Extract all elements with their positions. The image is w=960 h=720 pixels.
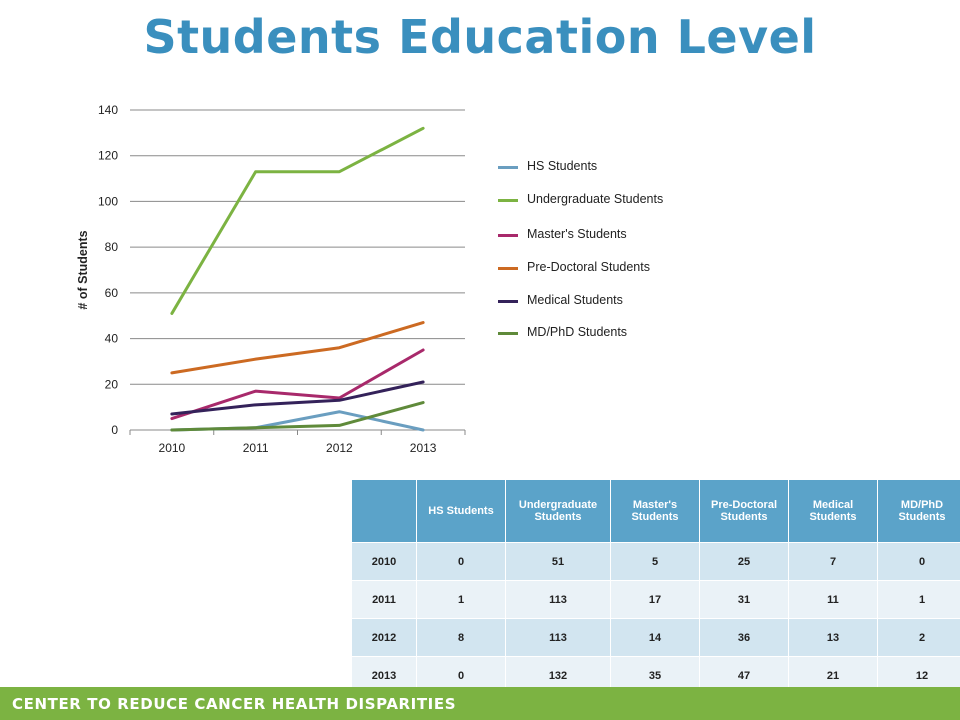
table-cell: 1 — [417, 581, 506, 619]
data-table — [352, 480, 960, 694]
table-body — [352, 543, 960, 695]
table-header-row — [352, 480, 960, 543]
table-cell: 51 — [506, 543, 611, 581]
table-cell: 12 — [878, 657, 960, 695]
y-tick-label: 60 — [104, 285, 118, 300]
y-axis-label: # of Students — [76, 230, 90, 310]
table-cell: 17 — [611, 581, 700, 619]
y-tick-label: 40 — [104, 331, 118, 346]
legend-swatch — [498, 332, 518, 335]
table-cell: 2012 — [352, 619, 417, 657]
legend-label: Master's Students — [527, 227, 627, 241]
series-line — [172, 382, 423, 414]
table-header-cell: Pre-Doctoral Students — [700, 480, 789, 543]
x-tick-label: 2012 — [326, 441, 353, 455]
y-tick-label: 120 — [97, 148, 118, 163]
footer-text: CENTER TO REDUCE CANCER HEALTH DISPARITIES — [12, 695, 457, 713]
table-cell: 11 — [789, 581, 878, 619]
table-cell: 5 — [611, 543, 700, 581]
legend-label: Pre-Doctoral Students — [527, 260, 650, 274]
legend-label: MD/PhD Students — [527, 325, 628, 339]
table-header-cell: Medical Students — [789, 480, 878, 543]
table-cell: 7 — [789, 543, 878, 581]
table-cell: 0 — [417, 657, 506, 695]
table-cell: 0 — [878, 543, 960, 581]
table-cell: 1 — [878, 581, 960, 619]
legend-label: Medical Students — [527, 293, 623, 307]
legend-label: Undergraduate Students — [527, 192, 664, 206]
legend-swatch — [498, 199, 518, 202]
series-line — [172, 323, 423, 373]
table-cell: 8 — [417, 619, 506, 657]
table-header-cell — [352, 480, 417, 543]
y-tick-label: 100 — [97, 194, 118, 209]
x-tick-label: 2011 — [242, 441, 269, 455]
table-cell: 31 — [700, 581, 789, 619]
table-row — [352, 619, 960, 657]
footer-bar — [0, 687, 960, 720]
table-cell: 14 — [611, 619, 700, 657]
table-cell: 13 — [789, 619, 878, 657]
y-tick-label: 20 — [104, 377, 118, 392]
table-cell: 35 — [611, 657, 700, 695]
table-cell: 132 — [506, 657, 611, 695]
table-row — [352, 581, 960, 619]
table-header-cell: HS Students — [417, 480, 506, 543]
table-cell: 21 — [789, 657, 878, 695]
legend-swatch — [498, 234, 518, 237]
table-row — [352, 543, 960, 581]
table-cell: 2013 — [352, 657, 417, 695]
table-cell: 113 — [506, 581, 611, 619]
table-cell: 25 — [700, 543, 789, 581]
x-tick-label: 2013 — [409, 441, 437, 455]
table-header-cell: Undergraduate Students — [506, 480, 611, 543]
table-cell: 113 — [506, 619, 611, 657]
table-cell: 2011 — [352, 581, 417, 619]
table-cell: 2 — [878, 619, 960, 657]
y-tick-label: 80 — [104, 240, 118, 255]
x-tick-label: 2010 — [158, 441, 186, 455]
table-cell: 47 — [700, 657, 789, 695]
legend-swatch — [498, 166, 518, 169]
y-tick-label: 140 — [97, 103, 118, 117]
y-tick-label: 0 — [111, 423, 118, 437]
table-cell: 36 — [700, 619, 789, 657]
legend-swatch — [498, 300, 518, 303]
page-title: Students Education Level — [143, 10, 817, 64]
legend-label: HS Students — [527, 159, 598, 173]
table-cell: 2010 — [352, 543, 417, 581]
table-header-cell: Master's Students — [611, 480, 700, 543]
legend-swatch — [498, 267, 518, 270]
table-cell: 0 — [417, 543, 506, 581]
table-header-cell: MD/PhD Students — [878, 480, 960, 543]
